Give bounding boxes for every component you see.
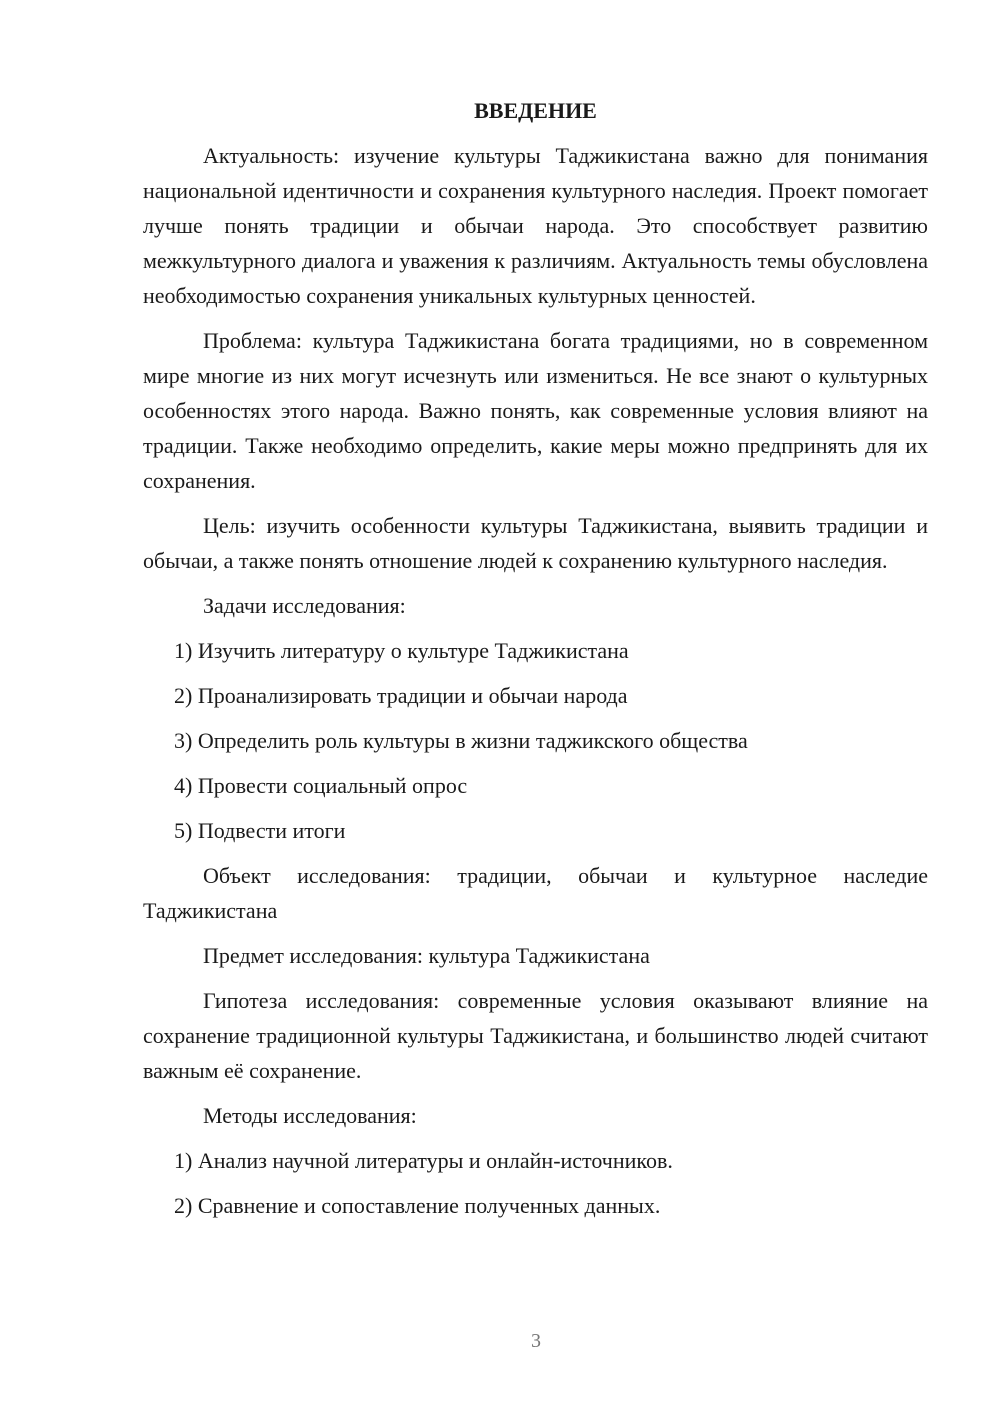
methods-heading: Методы исследования:	[203, 1103, 417, 1128]
document-page	[143, 96, 928, 1233]
page-number: 3	[531, 1330, 541, 1352]
list-item: 4) Провести социальный опрос	[174, 773, 468, 798]
subject-paragraph: Предмет исследования: культура Таджикистана	[203, 943, 650, 968]
list-item: 5) Подвести итоги	[174, 818, 346, 843]
methods-list	[143, 1143, 928, 1223]
page-title: ВВЕДЕНИЕ	[474, 98, 597, 123]
list-item: 1) Анализ научной литературы и онлайн-источников.	[174, 1148, 673, 1173]
list-item: 2) Проанализировать традиции и обычаи народа	[174, 683, 628, 708]
object-paragraph: Объект исследования: традиции, обычаи и культурное наследие Таджикистана	[143, 863, 928, 923]
list-item: 3) Определить роль культуры в жизни таджикского общества	[174, 728, 748, 753]
hypothesis-paragraph: Гипотеза исследования: современные условия оказывают влияние на сохранение традиционной культуры Таджикистана, и большинство людей считают важным её сохранение.	[143, 988, 928, 1083]
tasks-list	[143, 633, 928, 848]
goal-paragraph: Цель: изучить особенности культуры Таджикистана, выявить традиции и обычаи, а также понять отношение людей к сохранению культурного наследия.	[143, 513, 928, 573]
relevance-paragraph: Актуальность: изучение культуры Таджикистана важно для понимания национальной идентичности и сохранения культурного наследия. Проект помогает лучше понять традиции и обычаи народа. Это способствует развитию межкультурного диалога и уважения к различиям. Актуальность темы обусловлена необходимостью сохранения уникальных культурных ценностей.	[143, 143, 928, 308]
tasks-heading: Задачи исследования:	[203, 593, 406, 618]
list-item: 2) Сравнение и сопоставление полученных данных.	[174, 1193, 661, 1218]
problem-paragraph: Проблема: культура Таджикистана богата традициями, но в современном мире многие из них могут исчезнуть или измениться. Не все знают о культурных особенностях этого народа. Важно понять, как современные условия влияют на традиции. Также необходимо определить, какие меры можно предпринять для их сохранения.	[143, 328, 928, 493]
list-item: 1) Изучить литературу о культуре Таджикистана	[174, 638, 629, 663]
